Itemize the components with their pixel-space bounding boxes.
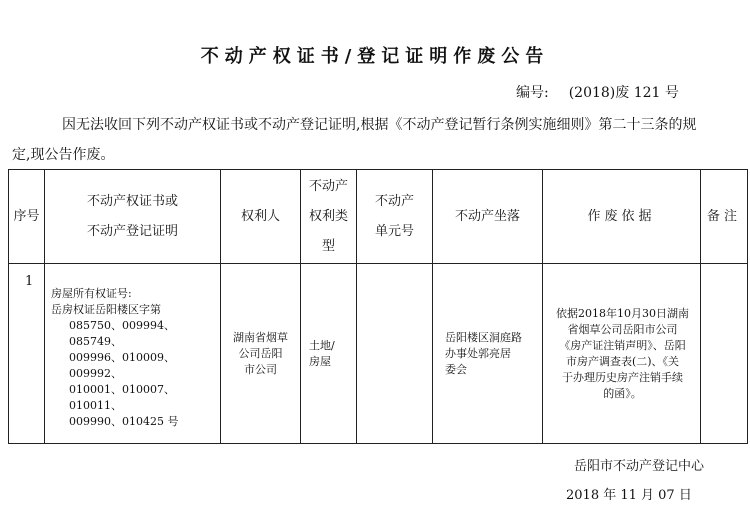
certificate-line: 房屋所有权证号:: [51, 286, 132, 300]
row-certificate: [45, 264, 221, 444]
header-certificate: [45, 170, 221, 264]
basis-line: 依据2018年10月30日湖南: [556, 306, 689, 320]
row-holder: [221, 264, 301, 444]
row-right-type: [301, 264, 357, 444]
header-certificate-line-1: 不动产权证书或: [86, 193, 178, 209]
issuer-name: 岳阳市不动产登记中心: [574, 459, 705, 474]
document-number-value: (2018)废 121 号: [568, 85, 679, 101]
table-row: [9, 264, 748, 444]
location-line: 岳阳楼区洞庭路: [445, 330, 522, 344]
basis-line: 于办理历史房产注销手续: [562, 370, 683, 384]
row-remark: [701, 264, 748, 444]
header-certificate-line-2: 不动产登记证明: [86, 223, 178, 239]
basis-line: 市房产调查表(二)、《关: [565, 354, 680, 368]
certificate-line: 085750、009994、085749、: [69, 318, 175, 348]
intro-line-1: 因无法收回下列不动产权证书或不动产登记证明,根据《不动产登记暂行条例实施细则》第二十三条的规: [62, 117, 697, 133]
location-line: 办事处郭亮居: [445, 346, 511, 360]
header-holder: 权利人: [221, 170, 301, 264]
header-remark: 备注: [701, 170, 748, 264]
header-unit-number-line-1: 不动产: [374, 193, 414, 209]
document-number-label: 编号:: [516, 85, 549, 101]
holder-line: 湖南省烟草: [233, 330, 288, 344]
void-certificate-table: [8, 169, 748, 444]
table-header-row: [9, 170, 748, 264]
header-basis: 作废依据: [543, 170, 701, 264]
holder-line: 市公司: [244, 362, 277, 376]
right-type-line: 土地/: [309, 338, 335, 352]
right-type-line: 房屋: [309, 354, 331, 368]
row-basis: [543, 264, 701, 444]
header-seq: 序号: [9, 170, 45, 264]
header-right-type-line-3: 型: [321, 238, 335, 254]
certificate-line: 岳房权证岳阳楼区字第: [51, 302, 161, 316]
row-location: [433, 264, 543, 444]
certificate-line: 009996、010009、009992、: [69, 350, 175, 380]
header-right-type-line-1: 不动产: [308, 178, 348, 194]
document-number: [516, 82, 699, 102]
certificate-line: 009990、010425 号: [69, 414, 179, 428]
basis-line: 省烟草公司岳阳市公司: [567, 322, 678, 336]
row-unit-number: [357, 264, 433, 444]
header-unit-number: [357, 170, 433, 264]
document-title: 不动产权证书/登记证明作废公告: [200, 46, 550, 67]
header-unit-number-line-2: 单元号: [374, 223, 414, 239]
location-line: 委会: [445, 362, 467, 376]
header-right-type-line-2: 权利类: [308, 208, 348, 224]
basis-line: 《房产证注销声明》、岳阳: [559, 338, 686, 352]
header-right-type: [301, 170, 357, 264]
holder-line: 公司岳阳: [238, 346, 283, 360]
intro-line-2: 定,现公告作废。: [12, 147, 115, 163]
certificate-line: 010001、010007、010011、: [69, 382, 175, 412]
basis-line: 的函》。: [603, 386, 642, 400]
issue-date: 2018 年 11 月 07 日: [566, 488, 692, 503]
row-seq: 1: [9, 264, 45, 444]
header-location: 不动产坐落: [433, 170, 543, 264]
